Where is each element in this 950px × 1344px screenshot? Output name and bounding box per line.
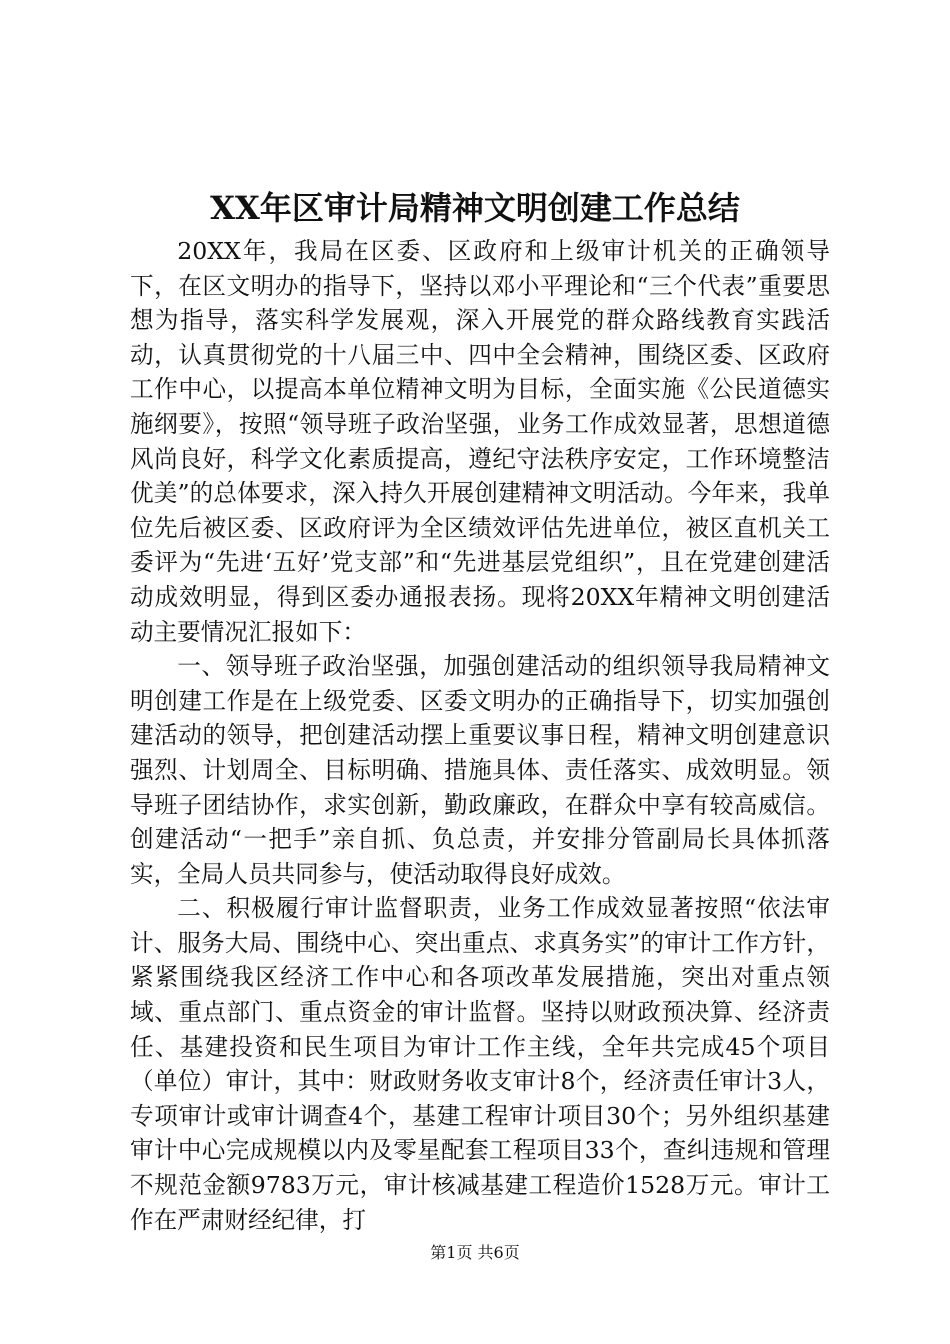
document-title: XX年区审计局精神文明创建工作总结 [210, 189, 740, 227]
document-body [130, 234, 830, 1237]
paragraph-intro: 20XX年，我局在区委、区政府和上级审计机关的正确领导下，在区文明办的指导下，坚持以邓小平理论和“三个代表”重要思想为指导，落实科学发展观，深入开展党的群众路线教育实践活动，认真贯彻党的十八届三中、四中全会精神，围绕区委、区政府工作中心，以提高本单位精神文明为目标，全面实施《公民道德实施纲要》，按照“领导班子政治坚强，业务工作成效显著，思想道德风尚良好，科学文化素质提高，遵纪守法秩序安定，工作环境整洁优美”的总体要求，深入持久开展创建精神文明活动。今年来，我单位先后被区委、区政府评为全区绩效评估先进单位，被区直机关工委评为“先进‘五好’党支部”和“先进基层党组织”，且在党建创建活动成效明显，得到区委办通报表扬。现将20XX年精神文明创建活动主要情况汇报如下： [130, 237, 830, 646]
paragraph-section-1: 一、领导班子政治坚强，加强创建活动的组织领导我局精神文明创建工作是在上级党委、区委文明办的正确指导下，切实加强创建活动的领导，把创建活动摆上重要议事日程，精神文明创建意识强烈、计划周全、目标明确、措施具体、责任落实、成效明显。领导班子团结协作，求实创新，勤政廉政，在群众中享有较高威信。创建活动“一把手”亲自抓、负总责，并安排分管副局长具体抓落实，全局人员共同参与，使活动取得良好成效。 [130, 652, 830, 888]
page-footer [0, 1242, 950, 1264]
page-number: 第1页 共6页 [430, 1243, 520, 1262]
paragraph-section-2: 二、积极履行审计监督职责，业务工作成效显著按照“依法审计、服务大局、围绕中心、突出重点、求真务实”的审计工作方针，紧紧围绕我区经济工作中心和各项改革发展措施，突出对重点领域、重点部门、重点资金的审计监督。坚持以财政预决算、经济责任、基建投资和民生项目为审计工作主线，全年共完成45个项目（单位）审计，其中：财政财务收支审计8个，经济责任审计3人，专项审计或审计调查4个，基建工程审计项目30个；另外组织基建审计中心完成规模以内及零星配套工程项目33个，查纠违规和管理不规范金额9783万元，审计核减基建工程造价1528万元。审计工作在严肃财经纪律，打 [130, 894, 830, 1234]
